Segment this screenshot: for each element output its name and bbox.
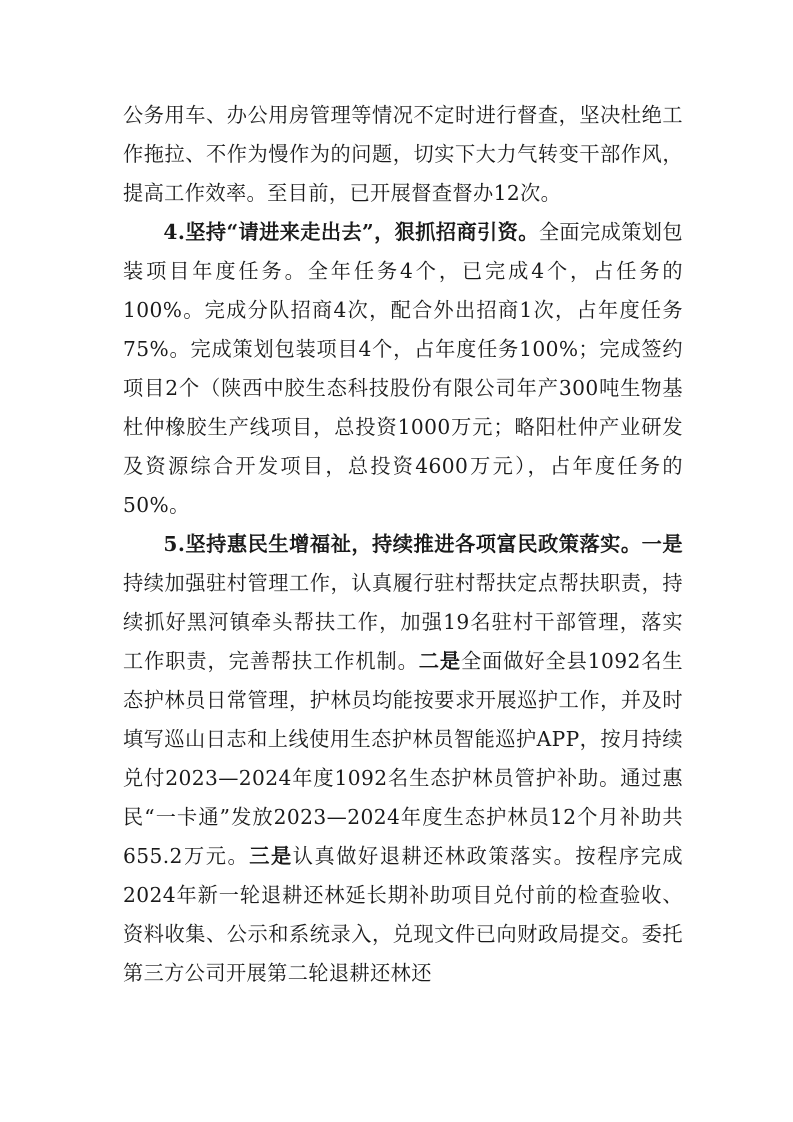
item-4-heading: 4.坚持“请进来走出去”，狠抓招商引资。 [163,220,539,244]
item-4-body: 全面完成策划包装项目年度任务。全年任务4个，已完成4个，占任务的100%。完成分队招商4次，配合外出招商1次，占年度任务75%。完成策划包装项目4个，占年度任务100%；完成签约项目2个（陕西中胶生态科技股份有限公司年产300吨生物基杜仲橡胶生产线项目，总投资1000万元；略阳杜仲产业研发及资源综合开发项目，总投资4600万元），占年度任务的50%。 [123,220,683,517]
point-3-body: 认真做好退耕还林政策落实。按程序完成2024年新一轮退耕还林延长期补助项目兑付前的检查验收、资料收集、公示和系统录入，兑现文件已向财政局提交。委托第三方公司开展第二轮退耕还林还 [123,844,683,985]
paragraph-item-5 [123,525,683,993]
point-1-body: 持续加强驻村管理工作，认真履行驻村帮扶定点帮扶职责，持续抓好黑河镇牵头帮扶工作，加强19名驻村干部管理，落实工作职责，完善帮扶工作机制。 [123,571,683,673]
document-page [123,96,683,993]
text-run: 公务用车、办公用房管理等情况不定时进行督查，坚决杜绝工作拖拉、不作为慢作为的问题，切实下大力气转变干部作风，提高工作效率。至目前，已开展督查督办12次。 [123,103,683,205]
point-1-label: 一是 [641,532,683,556]
item-5-heading: 5.坚持惠民生增福祉，持续推进各项富民政策落实。 [163,532,642,556]
point-2-label: 二是 [418,649,461,673]
point-3-label: 三是 [249,844,293,868]
paragraph-item-4 [123,213,683,525]
paragraph-continuation [123,96,683,213]
point-2-body: 全面做好全县1092名生态护林员日常管理，护林员均能按要求开展巡护工作，并及时填写巡山日志和上线使用生态护林员智能巡护APP，按月持续兑付2023—2024年度1092名生态护林员管护补助。通过惠民“一卡通”发放2023—2024年度生态护林员12个月补助共655.2万元。 [123,649,683,868]
